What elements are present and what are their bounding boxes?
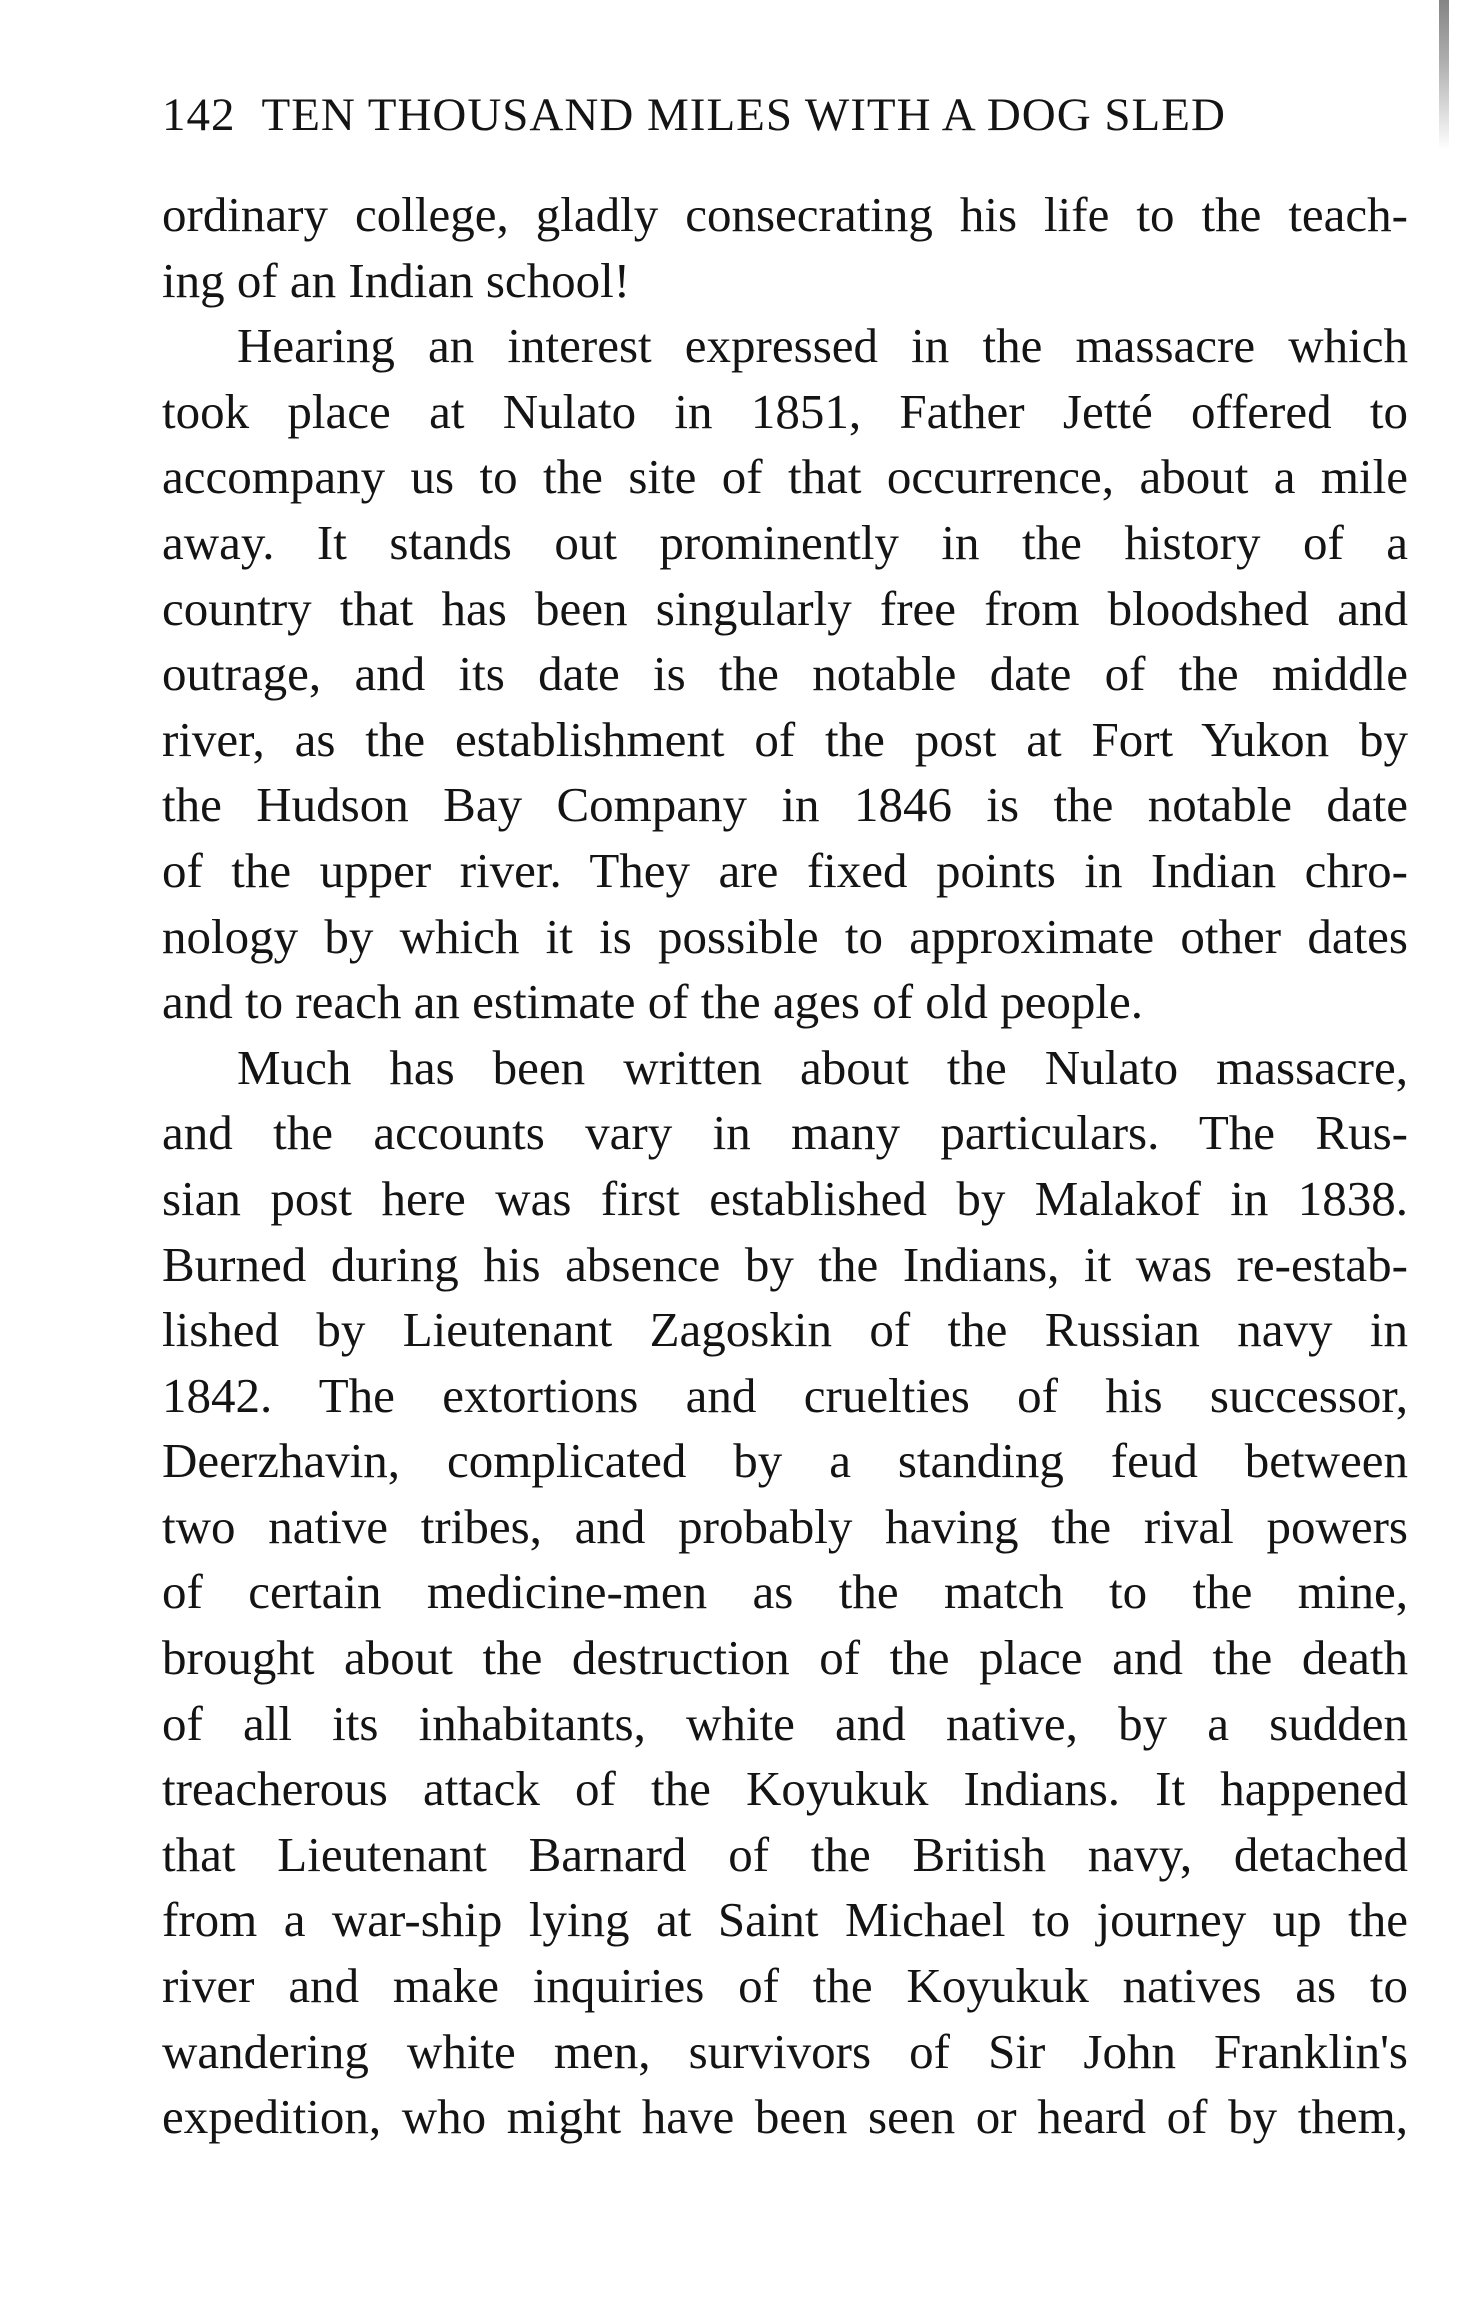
text-line: away. It stands out prominently in the history of a xyxy=(162,514,1408,570)
text-line: Hearing an interest expressed in the massacre which xyxy=(237,318,1408,374)
text-line: country that has been singularly free from bloodshed and xyxy=(162,580,1408,636)
text-line: Much has been written about the Nulato massacre, xyxy=(237,1039,1408,1095)
running-title: TEN THOUSAND MILES WITH A DOG SLED xyxy=(261,89,1226,141)
text-line: and to reach an estimate of the ages of old people. xyxy=(162,974,1143,1030)
text-line: Burned during his absence by the Indians, it was re-estab- xyxy=(162,1236,1408,1292)
text-line: from a war-ship lying at Saint Michael to journey up the xyxy=(162,1892,1408,1948)
text-line: of all its inhabitants, white and native, by a sudden xyxy=(162,1695,1408,1751)
text-line: sian post here was first established by Malakof in 1838. xyxy=(162,1170,1408,1226)
text-line: of the upper river. They are fixed points in Indian chro- xyxy=(162,842,1408,898)
running-header xyxy=(162,80,1367,150)
text-line: two native tribes, and probably having the rival powers xyxy=(162,1498,1408,1554)
text-line: brought about the destruction of the place and the death xyxy=(162,1630,1408,1686)
text-line: ordinary college, gladly consecrating his life to the teach- xyxy=(162,187,1408,242)
text-line: river, as the establishment of the post at Fort Yukon by xyxy=(162,711,1408,767)
text-line: outrage, and its date is the notable date of the middle xyxy=(162,646,1408,702)
text-line: took place at Nulato in 1851, Father Jetté offered to xyxy=(162,383,1408,439)
page-number: 142 xyxy=(162,89,236,141)
text-line: the Hudson Bay Company in 1846 is the notable date xyxy=(162,777,1408,833)
page-edge-shadow xyxy=(1439,0,1449,150)
text-line: ing of an Indian school! xyxy=(162,252,631,308)
text-line: accompany us to the site of that occurrence, about a mile xyxy=(162,449,1408,505)
text-line: river and make inquiries of the Koyukuk natives as to xyxy=(162,1958,1408,2014)
text-line: and the accounts vary in many particulars. The Rus- xyxy=(162,1105,1408,1161)
text-line: expedition, who might have been seen or heard of by them, xyxy=(162,2089,1408,2145)
text-line: 1842. The extortions and cruelties of his successor, xyxy=(162,1367,1408,1423)
text-line: of certain medicine-men as the match to the mine, xyxy=(162,1564,1408,1620)
text-line: that Lieutenant Barnard of the British navy, detached xyxy=(162,1826,1408,1882)
text-line: treacherous attack of the Koyukuk Indians. It happened xyxy=(162,1761,1408,1817)
text-line: lished by Lieutenant Zagoskin of the Russian navy in xyxy=(162,1302,1408,1358)
text-line: nology by which it is possible to approximate other dates xyxy=(162,908,1408,964)
body-text xyxy=(162,182,1408,2150)
text-line: wandering white men, survivors of Sir John Franklin's xyxy=(162,2023,1408,2079)
text-line: Deerzhavin, complicated by a standing feud between xyxy=(162,1433,1408,1489)
